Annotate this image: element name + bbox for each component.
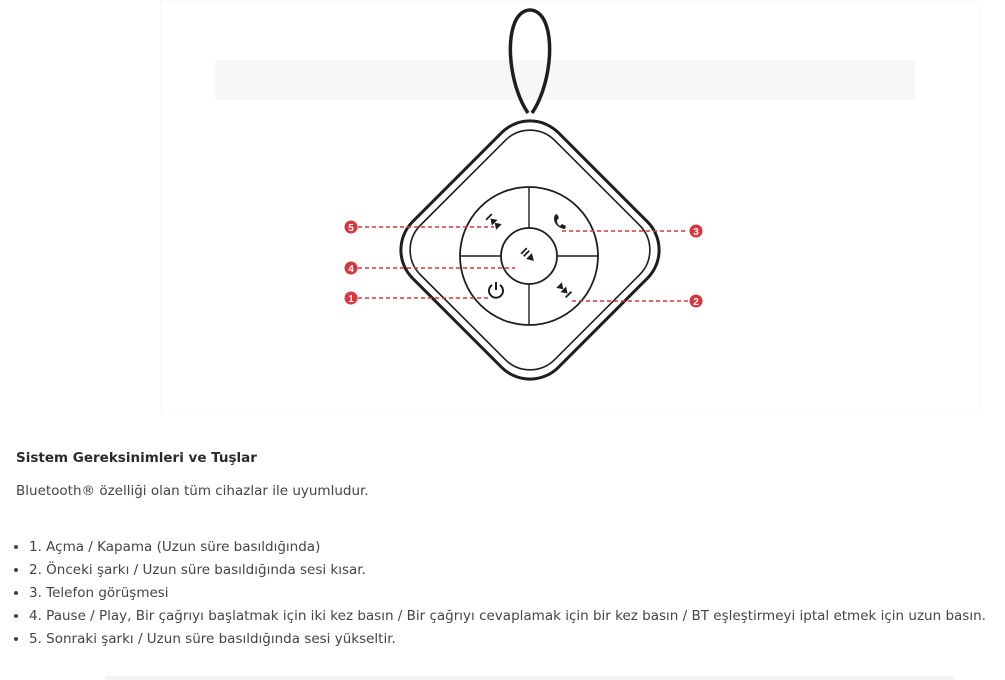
list-item: • 3. Telefon görüşmesi	[29, 582, 986, 605]
speaker-diagram	[160, 0, 980, 415]
list-item: • 2. Önceki şarkı / Uzun süre basıldığında sesi kısar.	[29, 559, 986, 582]
list-item: • 1. Açma / Kapama (Uzun süre basıldığında)	[29, 536, 986, 559]
svg-text:3: 3	[693, 227, 699, 238]
compatibility-text: Bluetooth® özelliği olan tüm cihazlar ile uyumludur.	[16, 483, 369, 499]
keys-list	[0, 536, 986, 651]
bottom-divider	[105, 676, 955, 680]
callout-4	[345, 262, 358, 276]
svg-text:5: 5	[348, 223, 354, 234]
list-item: • 4. Pause / Play, Bir çağrıyı başlatmak için iki kez basın / Bir çağrıyı cevaplamak için bir kez basın / BT eşleştirmeyi iptal etmek için uzun basın.	[29, 605, 986, 628]
svg-text:1: 1	[348, 294, 354, 305]
svg-text:4: 4	[348, 264, 354, 275]
svg-text:2: 2	[693, 297, 699, 308]
section-heading: Sistem Gereksinimleri ve Tuşlar	[16, 450, 257, 466]
callout-2	[690, 295, 703, 309]
speaker-diagram-svg	[160, 0, 980, 415]
callout-3	[690, 225, 703, 239]
background-band	[215, 60, 915, 100]
callout-1	[345, 292, 358, 306]
button-cluster	[460, 187, 598, 325]
list-item: • 5. Sonraki şarkı / Uzun süre basıldığında sesi yükseltir.	[29, 628, 986, 651]
callout-5	[345, 221, 358, 235]
